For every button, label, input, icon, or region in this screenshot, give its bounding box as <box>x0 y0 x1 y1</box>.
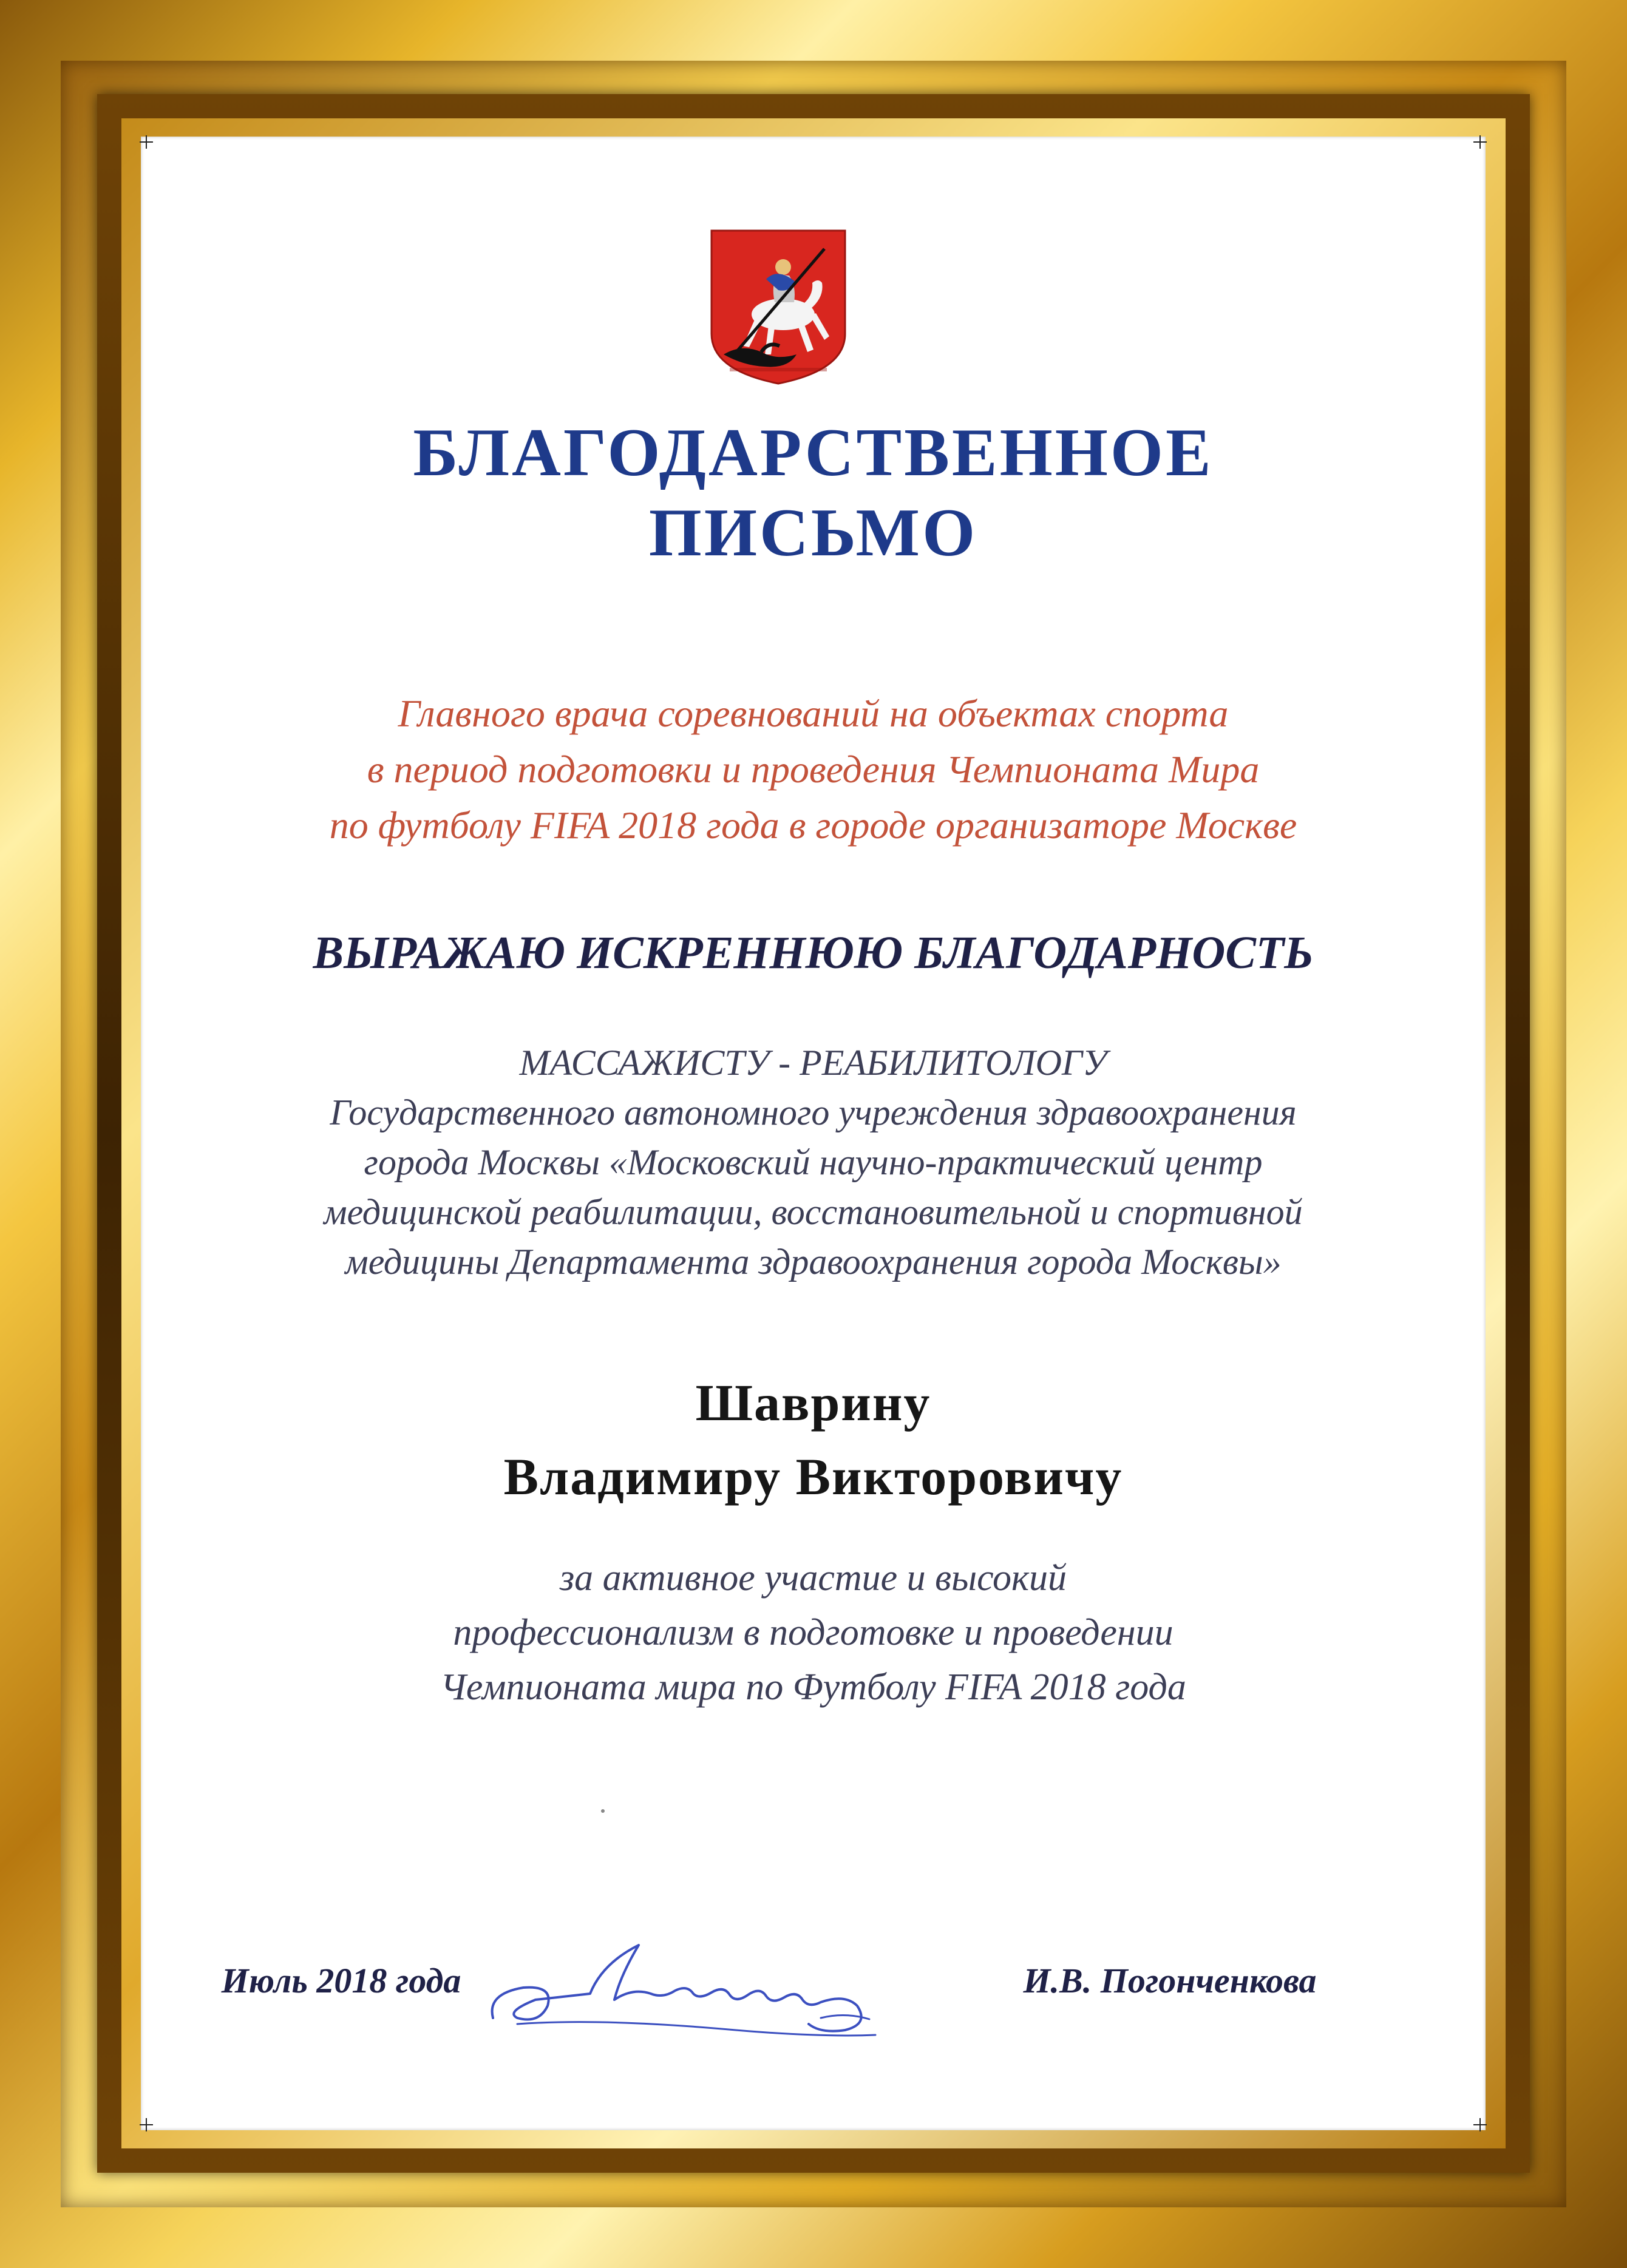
title-line-2: ПИСЬМО <box>648 495 978 570</box>
title-line-1: БЛАГОДАРСТВЕННОЕ <box>413 415 1214 490</box>
reason-line: за активное участие и высокий <box>559 1557 1067 1599</box>
recipient-position <box>141 1038 1486 1287</box>
crop-mark-top-left <box>140 135 153 149</box>
issuer-context <box>141 686 1486 853</box>
context-line: по футболу FIFA 2018 года в городе организаторе Москве <box>329 804 1297 847</box>
certificate-title <box>141 413 1486 573</box>
position-line: Государственного автономного учреждения здравоохранения <box>330 1092 1297 1132</box>
context-line: Главного врача соревнований на объектах спорта <box>398 692 1229 735</box>
position-line: МАССАЖИСТУ - РЕАБИЛИТОЛОГУ <box>519 1043 1107 1083</box>
ink-speck <box>601 1809 605 1813</box>
handwritten-signature <box>481 1927 906 2054</box>
signer-name: И.В. Погонченкова <box>1023 1961 1317 2000</box>
position-line: медицинской реабилитации, восстановительной и спортивной <box>324 1192 1303 1232</box>
position-line: медицины Департамента здравоохранения города Москвы» <box>345 1242 1282 1282</box>
crop-mark-top-right <box>1473 135 1487 149</box>
certificate-paper <box>141 137 1486 2130</box>
reason-line: Чемпионата мира по Футболу FIFA 2018 года <box>440 1667 1186 1708</box>
issue-date: Июль 2018 года <box>221 1961 461 2000</box>
recipient-surname: Шаврину <box>695 1373 931 1432</box>
reason-line: профессионализм в подготовке и проведении <box>453 1612 1174 1653</box>
moscow-coat-of-arms-icon <box>705 225 851 388</box>
award-reason <box>141 1551 1486 1715</box>
recipient-given-names: Владимиру Викторовичу <box>503 1447 1123 1506</box>
position-line: города Москвы «Московский научно-практический центр <box>364 1142 1263 1182</box>
gratitude-heading: ВЫРАЖАЮ ИСКРЕННЮЮ БЛАГОДАРНОСТЬ <box>313 927 1314 978</box>
recipient-name <box>141 1366 1486 1514</box>
crop-mark-bottom-left <box>140 2118 153 2131</box>
context-line: в период подготовки и проведения Чемпионата Мира <box>367 748 1260 791</box>
crop-mark-bottom-right <box>1473 2118 1487 2131</box>
